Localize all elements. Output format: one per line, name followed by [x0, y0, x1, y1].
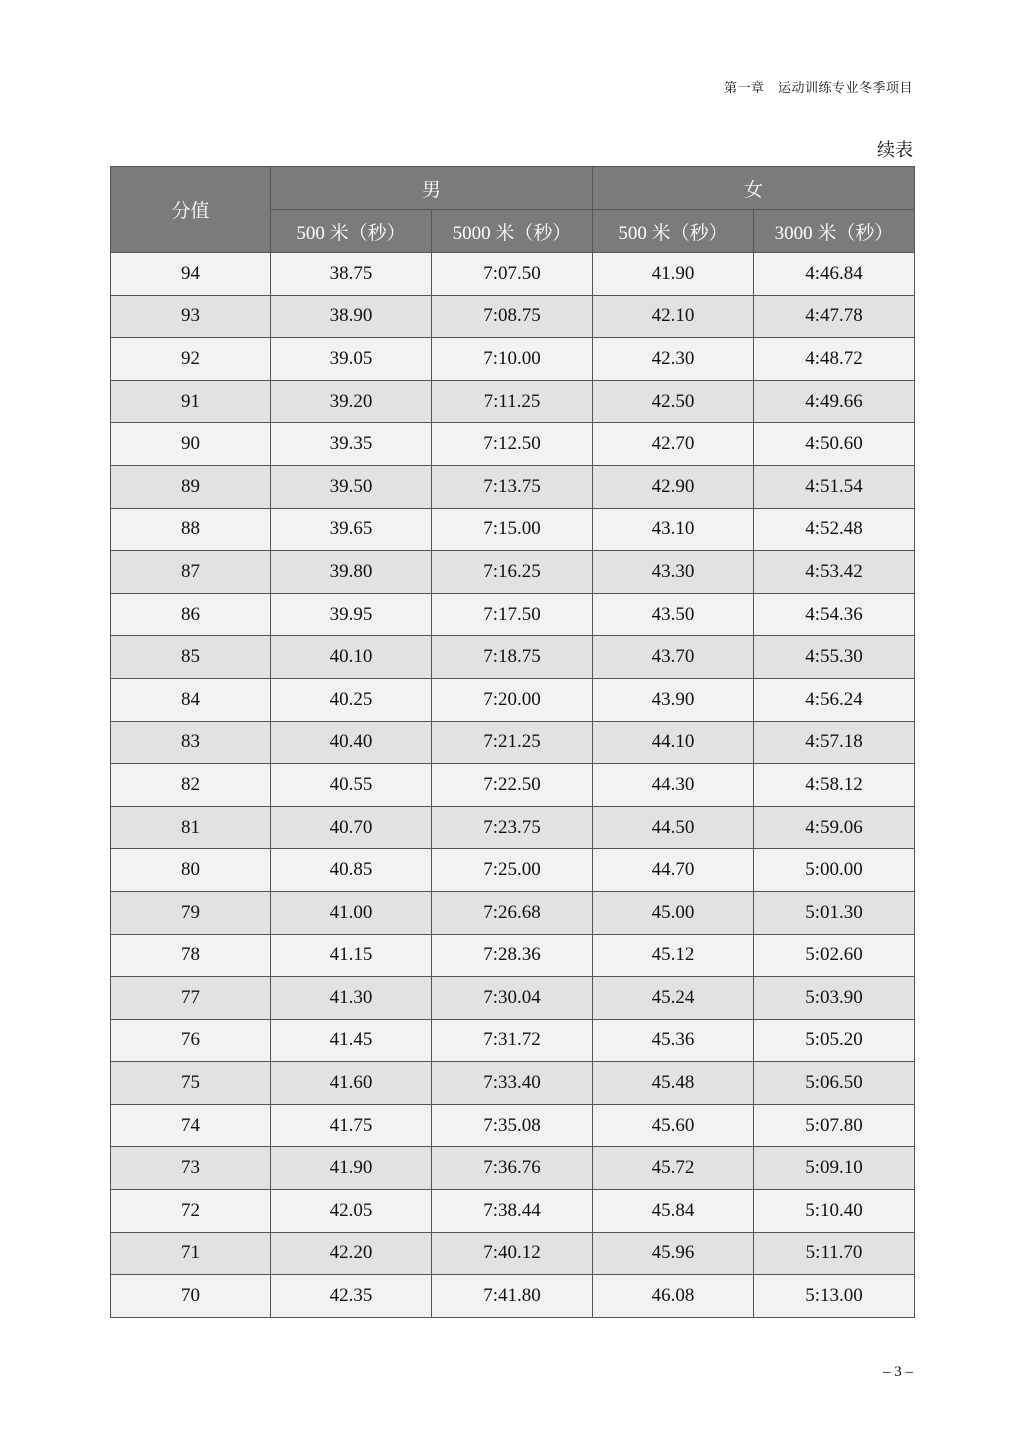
cell-female-500m: 43.50 — [593, 593, 754, 636]
table-row — [111, 891, 915, 934]
cell-female-500m: 45.96 — [593, 1232, 754, 1275]
cell-female-3000m: 5:11.70 — [754, 1232, 915, 1275]
header-male-5000m: 5000 米（秒） — [432, 210, 593, 253]
cell-female-500m: 45.60 — [593, 1104, 754, 1147]
table-row — [111, 1190, 915, 1233]
cell-score: 79 — [111, 891, 271, 934]
table-row — [111, 1147, 915, 1190]
cell-female-500m: 44.70 — [593, 849, 754, 892]
cell-female-500m: 45.24 — [593, 977, 754, 1020]
table-row — [111, 1104, 915, 1147]
cell-male-500m: 41.15 — [271, 934, 432, 977]
table-row — [111, 678, 915, 721]
cell-male-5000m: 7:40.12 — [432, 1232, 593, 1275]
header-male: 男 — [271, 167, 593, 210]
running-head: 第一章 运动训练专业冬季项目 — [723, 80, 913, 95]
cell-male-5000m: 7:30.04 — [432, 977, 593, 1020]
cell-score: 77 — [111, 977, 271, 1020]
cell-female-3000m: 4:58.12 — [754, 764, 915, 807]
cell-female-3000m: 5:00.00 — [754, 849, 915, 892]
cell-score: 76 — [111, 1019, 271, 1062]
cell-female-500m: 46.08 — [593, 1275, 754, 1318]
cell-male-5000m: 7:33.40 — [432, 1062, 593, 1105]
cell-score: 82 — [111, 764, 271, 807]
cell-female-500m: 45.36 — [593, 1019, 754, 1062]
cell-male-5000m: 7:15.00 — [432, 508, 593, 551]
cell-score: 84 — [111, 678, 271, 721]
table-row — [111, 764, 915, 807]
cell-male-5000m: 7:22.50 — [432, 764, 593, 807]
cell-score: 92 — [111, 338, 271, 381]
cell-male-5000m: 7:13.75 — [432, 465, 593, 508]
cell-male-500m: 42.20 — [271, 1232, 432, 1275]
cell-female-3000m: 5:01.30 — [754, 891, 915, 934]
table-row — [111, 295, 915, 338]
cell-female-500m: 45.72 — [593, 1147, 754, 1190]
table-row — [111, 465, 915, 508]
table-row — [111, 636, 915, 679]
header-female-500m: 500 米（秒） — [593, 210, 754, 253]
cell-male-500m: 41.00 — [271, 891, 432, 934]
cell-score: 78 — [111, 934, 271, 977]
cell-male-5000m: 7:35.08 — [432, 1104, 593, 1147]
cell-female-3000m: 4:55.30 — [754, 636, 915, 679]
cell-male-5000m: 7:21.25 — [432, 721, 593, 764]
cell-male-500m: 40.55 — [271, 764, 432, 807]
score-table-header — [111, 167, 915, 253]
cell-male-500m: 42.05 — [271, 1190, 432, 1233]
cell-female-500m: 45.84 — [593, 1190, 754, 1233]
table-row — [111, 1062, 915, 1105]
cell-male-500m: 39.95 — [271, 593, 432, 636]
cell-female-500m: 45.48 — [593, 1062, 754, 1105]
score-table-body — [111, 253, 915, 1318]
table-row — [111, 721, 915, 764]
table-row — [111, 934, 915, 977]
cell-female-3000m: 4:54.36 — [754, 593, 915, 636]
cell-male-5000m: 7:36.76 — [432, 1147, 593, 1190]
cell-male-500m: 38.90 — [271, 295, 432, 338]
cell-score: 81 — [111, 806, 271, 849]
cell-female-500m: 43.10 — [593, 508, 754, 551]
cell-male-500m: 39.35 — [271, 423, 432, 466]
cell-male-5000m: 7:26.68 — [432, 891, 593, 934]
cell-male-500m: 39.80 — [271, 551, 432, 594]
cell-male-5000m: 7:23.75 — [432, 806, 593, 849]
cell-female-3000m: 5:13.00 — [754, 1275, 915, 1318]
cell-female-3000m: 4:53.42 — [754, 551, 915, 594]
table-row — [111, 508, 915, 551]
cell-score: 85 — [111, 636, 271, 679]
cell-male-5000m: 7:08.75 — [432, 295, 593, 338]
cell-female-3000m: 4:51.54 — [754, 465, 915, 508]
cell-female-500m: 42.10 — [593, 295, 754, 338]
cell-female-500m: 42.90 — [593, 465, 754, 508]
cell-female-3000m: 4:46.84 — [754, 253, 915, 296]
cell-female-3000m: 5:07.80 — [754, 1104, 915, 1147]
cell-male-500m: 40.40 — [271, 721, 432, 764]
cell-female-500m: 45.00 — [593, 891, 754, 934]
cell-male-500m: 42.35 — [271, 1275, 432, 1318]
score-table — [110, 166, 915, 1318]
cell-female-3000m: 4:50.60 — [754, 423, 915, 466]
table-row — [111, 1275, 915, 1318]
cell-male-5000m: 7:31.72 — [432, 1019, 593, 1062]
header-female-3000m: 3000 米（秒） — [754, 210, 915, 253]
cell-male-500m: 40.25 — [271, 678, 432, 721]
table-row — [111, 806, 915, 849]
cell-female-3000m: 4:48.72 — [754, 338, 915, 381]
cell-female-500m: 44.10 — [593, 721, 754, 764]
cell-female-3000m: 5:02.60 — [754, 934, 915, 977]
cell-female-500m: 43.70 — [593, 636, 754, 679]
table-row — [111, 253, 915, 296]
cell-male-500m: 39.05 — [271, 338, 432, 381]
cell-score: 89 — [111, 465, 271, 508]
cell-score: 93 — [111, 295, 271, 338]
cell-male-500m: 41.60 — [271, 1062, 432, 1105]
cell-female-3000m: 4:57.18 — [754, 721, 915, 764]
cell-male-5000m: 7:41.80 — [432, 1275, 593, 1318]
cell-score: 87 — [111, 551, 271, 594]
cell-female-500m: 44.30 — [593, 764, 754, 807]
cell-male-5000m: 7:38.44 — [432, 1190, 593, 1233]
cell-female-500m: 42.70 — [593, 423, 754, 466]
cell-male-5000m: 7:20.00 — [432, 678, 593, 721]
cell-male-500m: 38.75 — [271, 253, 432, 296]
cell-male-5000m: 7:18.75 — [432, 636, 593, 679]
cell-female-3000m: 5:03.90 — [754, 977, 915, 1020]
table-row — [111, 338, 915, 381]
cell-male-500m: 41.30 — [271, 977, 432, 1020]
cell-score: 86 — [111, 593, 271, 636]
cell-female-500m: 41.90 — [593, 253, 754, 296]
cell-male-5000m: 7:16.25 — [432, 551, 593, 594]
cell-male-5000m: 7:07.50 — [432, 253, 593, 296]
cell-female-3000m: 4:52.48 — [754, 508, 915, 551]
header-male-500m: 500 米（秒） — [271, 210, 432, 253]
cell-female-500m: 44.50 — [593, 806, 754, 849]
table-row — [111, 1232, 915, 1275]
cell-male-500m: 39.50 — [271, 465, 432, 508]
cell-score: 88 — [111, 508, 271, 551]
cell-male-500m: 40.10 — [271, 636, 432, 679]
cell-male-500m: 41.90 — [271, 1147, 432, 1190]
cell-score: 72 — [111, 1190, 271, 1233]
cell-score: 73 — [111, 1147, 271, 1190]
cell-male-500m: 39.20 — [271, 380, 432, 423]
cell-female-3000m: 5:09.10 — [754, 1147, 915, 1190]
cell-female-3000m: 4:59.06 — [754, 806, 915, 849]
table-row — [111, 1019, 915, 1062]
table-continued-label: 续表 — [877, 140, 913, 160]
cell-female-3000m: 4:49.66 — [754, 380, 915, 423]
table-row — [111, 849, 915, 892]
table-row — [111, 977, 915, 1020]
cell-score: 80 — [111, 849, 271, 892]
cell-score: 74 — [111, 1104, 271, 1147]
cell-male-500m: 41.75 — [271, 1104, 432, 1147]
table-row — [111, 380, 915, 423]
table-row — [111, 593, 915, 636]
cell-score: 94 — [111, 253, 271, 296]
header-female: 女 — [593, 167, 915, 210]
header-score: 分值 — [111, 167, 271, 253]
cell-female-500m: 45.12 — [593, 934, 754, 977]
cell-female-500m: 42.30 — [593, 338, 754, 381]
cell-score: 91 — [111, 380, 271, 423]
cell-male-500m: 40.85 — [271, 849, 432, 892]
table-row — [111, 551, 915, 594]
cell-male-500m: 41.45 — [271, 1019, 432, 1062]
cell-score: 75 — [111, 1062, 271, 1105]
cell-male-5000m: 7:12.50 — [432, 423, 593, 466]
cell-male-5000m: 7:25.00 — [432, 849, 593, 892]
cell-female-500m: 43.30 — [593, 551, 754, 594]
cell-female-3000m: 4:47.78 — [754, 295, 915, 338]
cell-female-500m: 42.50 — [593, 380, 754, 423]
cell-score: 71 — [111, 1232, 271, 1275]
cell-male-5000m: 7:28.36 — [432, 934, 593, 977]
cell-female-3000m: 5:10.40 — [754, 1190, 915, 1233]
cell-male-500m: 40.70 — [271, 806, 432, 849]
cell-score: 70 — [111, 1275, 271, 1318]
cell-male-500m: 39.65 — [271, 508, 432, 551]
cell-male-5000m: 7:17.50 — [432, 593, 593, 636]
cell-female-3000m: 4:56.24 — [754, 678, 915, 721]
cell-score: 83 — [111, 721, 271, 764]
cell-female-500m: 43.90 — [593, 678, 754, 721]
page-number: – 3 – — [883, 1364, 913, 1380]
cell-female-3000m: 5:06.50 — [754, 1062, 915, 1105]
cell-male-5000m: 7:11.25 — [432, 380, 593, 423]
table-row — [111, 423, 915, 466]
cell-female-3000m: 5:05.20 — [754, 1019, 915, 1062]
cell-male-5000m: 7:10.00 — [432, 338, 593, 381]
cell-score: 90 — [111, 423, 271, 466]
